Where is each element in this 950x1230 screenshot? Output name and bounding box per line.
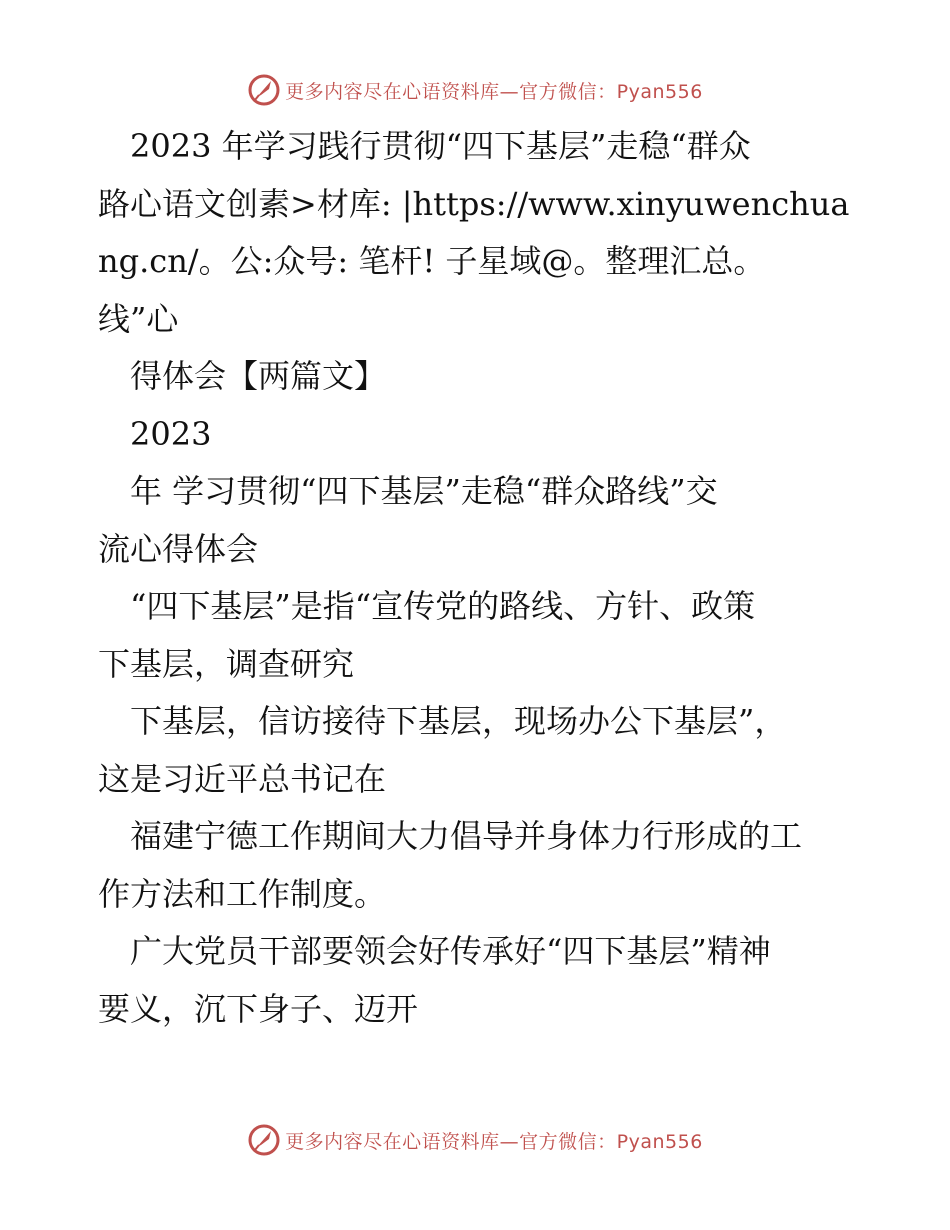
text-line: 年 学习贯彻“四下基层”走稳“群众路线”交: [98, 472, 718, 510]
quill-logo-icon: [247, 1123, 281, 1157]
quill-logo-icon: [247, 73, 281, 107]
text-line: 线”心: [98, 299, 179, 338]
text-line: 路心语文创素>材库: |https://www.xinyuwenchua: [98, 184, 850, 223]
text-line: 2023 年学习践行贯彻“四下基层”走稳“群众: [98, 127, 751, 165]
footer-banner: [0, 1120, 950, 1160]
header-banner-text: 更多内容尽在心语资料库—官方微信：Pyan556: [285, 80, 703, 103]
text-line: 广大党员干部要领会好传承好“四下基层”精神: [98, 932, 771, 970]
text-line: 福建宁德工作期间大力倡导并身体力行形成的工: [98, 817, 803, 855]
text-line: 流心得体会: [98, 529, 259, 568]
text-line: 下基层，信访接待下基层，现场办公下基层”，: [98, 702, 787, 740]
text-line: 这是习近平总书记在: [98, 759, 387, 798]
text-line: 要义，沉下身子、迈开: [98, 989, 419, 1028]
text-line: 下基层，调查研究: [98, 644, 355, 683]
text-line: 2023: [98, 414, 212, 453]
document-body: [98, 118, 858, 1038]
header-banner: [0, 70, 950, 110]
text-line: ng.cn/。公:众号: 笔杆! 子星域@。整理汇总。: [98, 242, 766, 280]
footer-banner-text: 更多内容尽在心语资料库—官方微信：Pyan556: [285, 1130, 703, 1153]
text-line: 得体会【两篇文】: [98, 357, 387, 395]
text-line: “四下基层”是指“宣传党的路线、方针、政策: [98, 587, 756, 625]
text-line: 作方法和工作制度。: [98, 874, 387, 913]
